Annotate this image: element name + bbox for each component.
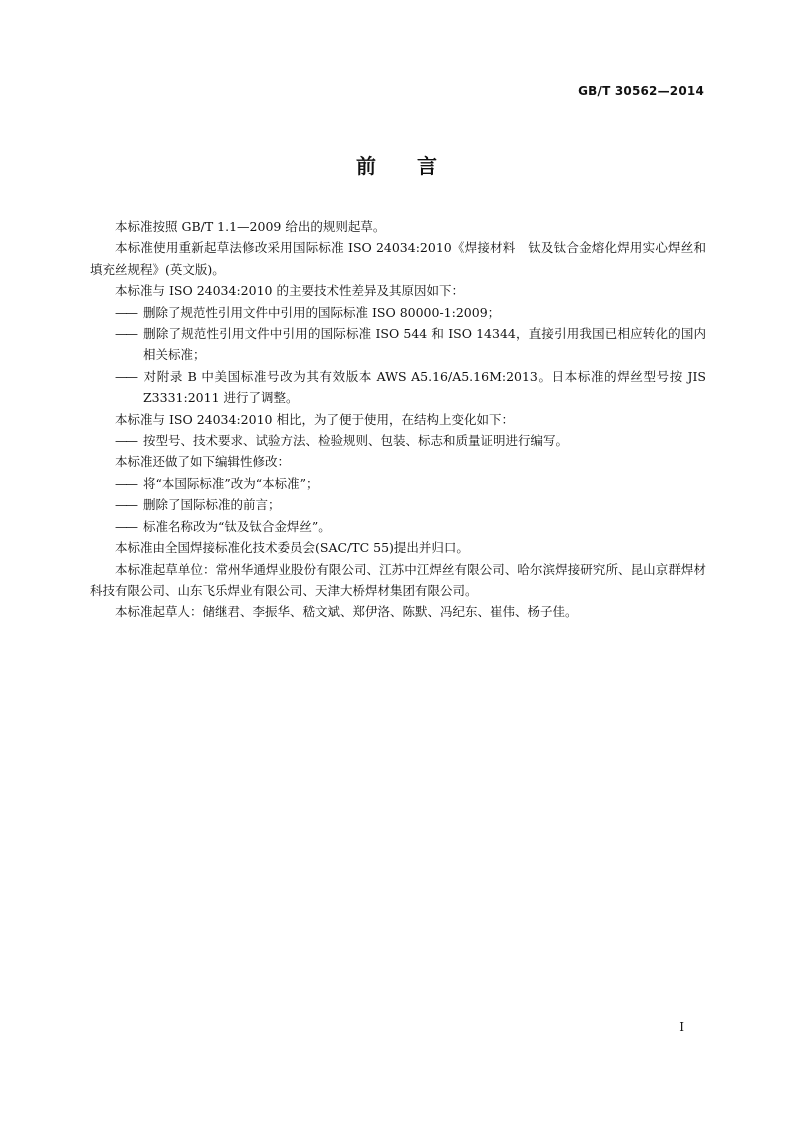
list-item: —— 删除了规范性引用文件中引用的国际标准 ISO 80000-1:2009； (90, 302, 706, 323)
list-item: —— 对附录 B 中美国标准号改为其有效版本 AWS A5.16/A5.16M:2013。日本标准的焊丝型号按 JIS Z3331:2011 进行了调整。 (90, 366, 706, 409)
paragraph-drafting-rules: 本标准按照 GB/T 1.1—2009 给出的规则起草。 (115, 219, 386, 234)
list-item: —— 删除了规范性引用文件中引用的国际标准 ISO 544 和 ISO 14344，直接引用我国已相应转化的国内相关标准； (90, 323, 706, 366)
paragraph-drafting-units: 本标准起草单位：常州华通焊业股份有限公司、江苏中江焊丝有限公司、哈尔滨焊接研究所、昆山京群焊材科技有限公司、山东飞乐焊业有限公司、天津大桥焊材集团有限公司。 (90, 561, 706, 598)
dash-marker: —— (115, 497, 136, 513)
paragraph-technical-differences: 本标准与 ISO 24034:2010 的主要技术性差异及其原因如下： (115, 283, 464, 299)
page-number: I (679, 1020, 684, 1034)
dash-marker: —— (115, 475, 136, 491)
list-item: —— 将“本国际标准”改为“本标准”； (90, 473, 706, 494)
dash-marker: —— (115, 304, 136, 320)
list-item: —— 标准名称改为“钛及钛合金焊丝”。 (90, 516, 706, 537)
paragraph-structural-changes: 本标准与 ISO 24034:2010 相比，为了便于使用，在结构上变化如下： (115, 411, 514, 427)
title-char-1: 前 (356, 154, 377, 178)
list-item: —— 按型号、技术要求、试验方法、检验规则、包装、标志和质量证明进行编写。 (90, 430, 706, 451)
page-title (0, 150, 794, 179)
title-char-2: 言 (417, 154, 438, 178)
paragraph-drafters: 本标准起草人：储继君、李振华、嵇文斌、郑伊洛、陈默、冯纪东、崔伟、杨子佳。 (115, 604, 578, 620)
paragraph-proposer: 本标准由全国焊接标准化技术委员会(SAC/TC 55)提出并归口。 (115, 540, 469, 556)
paragraph-editorial-changes: 本标准还做了如下编辑性修改： (115, 454, 291, 470)
document-code: GB/T 30562—2014 (578, 84, 704, 98)
dash-marker: —— (115, 326, 136, 342)
paragraph-adoption: 本标准使用重新起草法修改采用国际标准 ISO 24034:2010《焊接材料 钛及钛合金熔化焊用实心焊丝和填充丝规程》(英文版)。 (90, 240, 706, 277)
dash-marker: —— (115, 433, 136, 449)
list-item: —— 删除了国际标准的前言； (90, 494, 706, 515)
dash-marker: —— (115, 368, 136, 384)
foreword-body (90, 216, 706, 623)
dash-marker: —— (115, 518, 136, 534)
